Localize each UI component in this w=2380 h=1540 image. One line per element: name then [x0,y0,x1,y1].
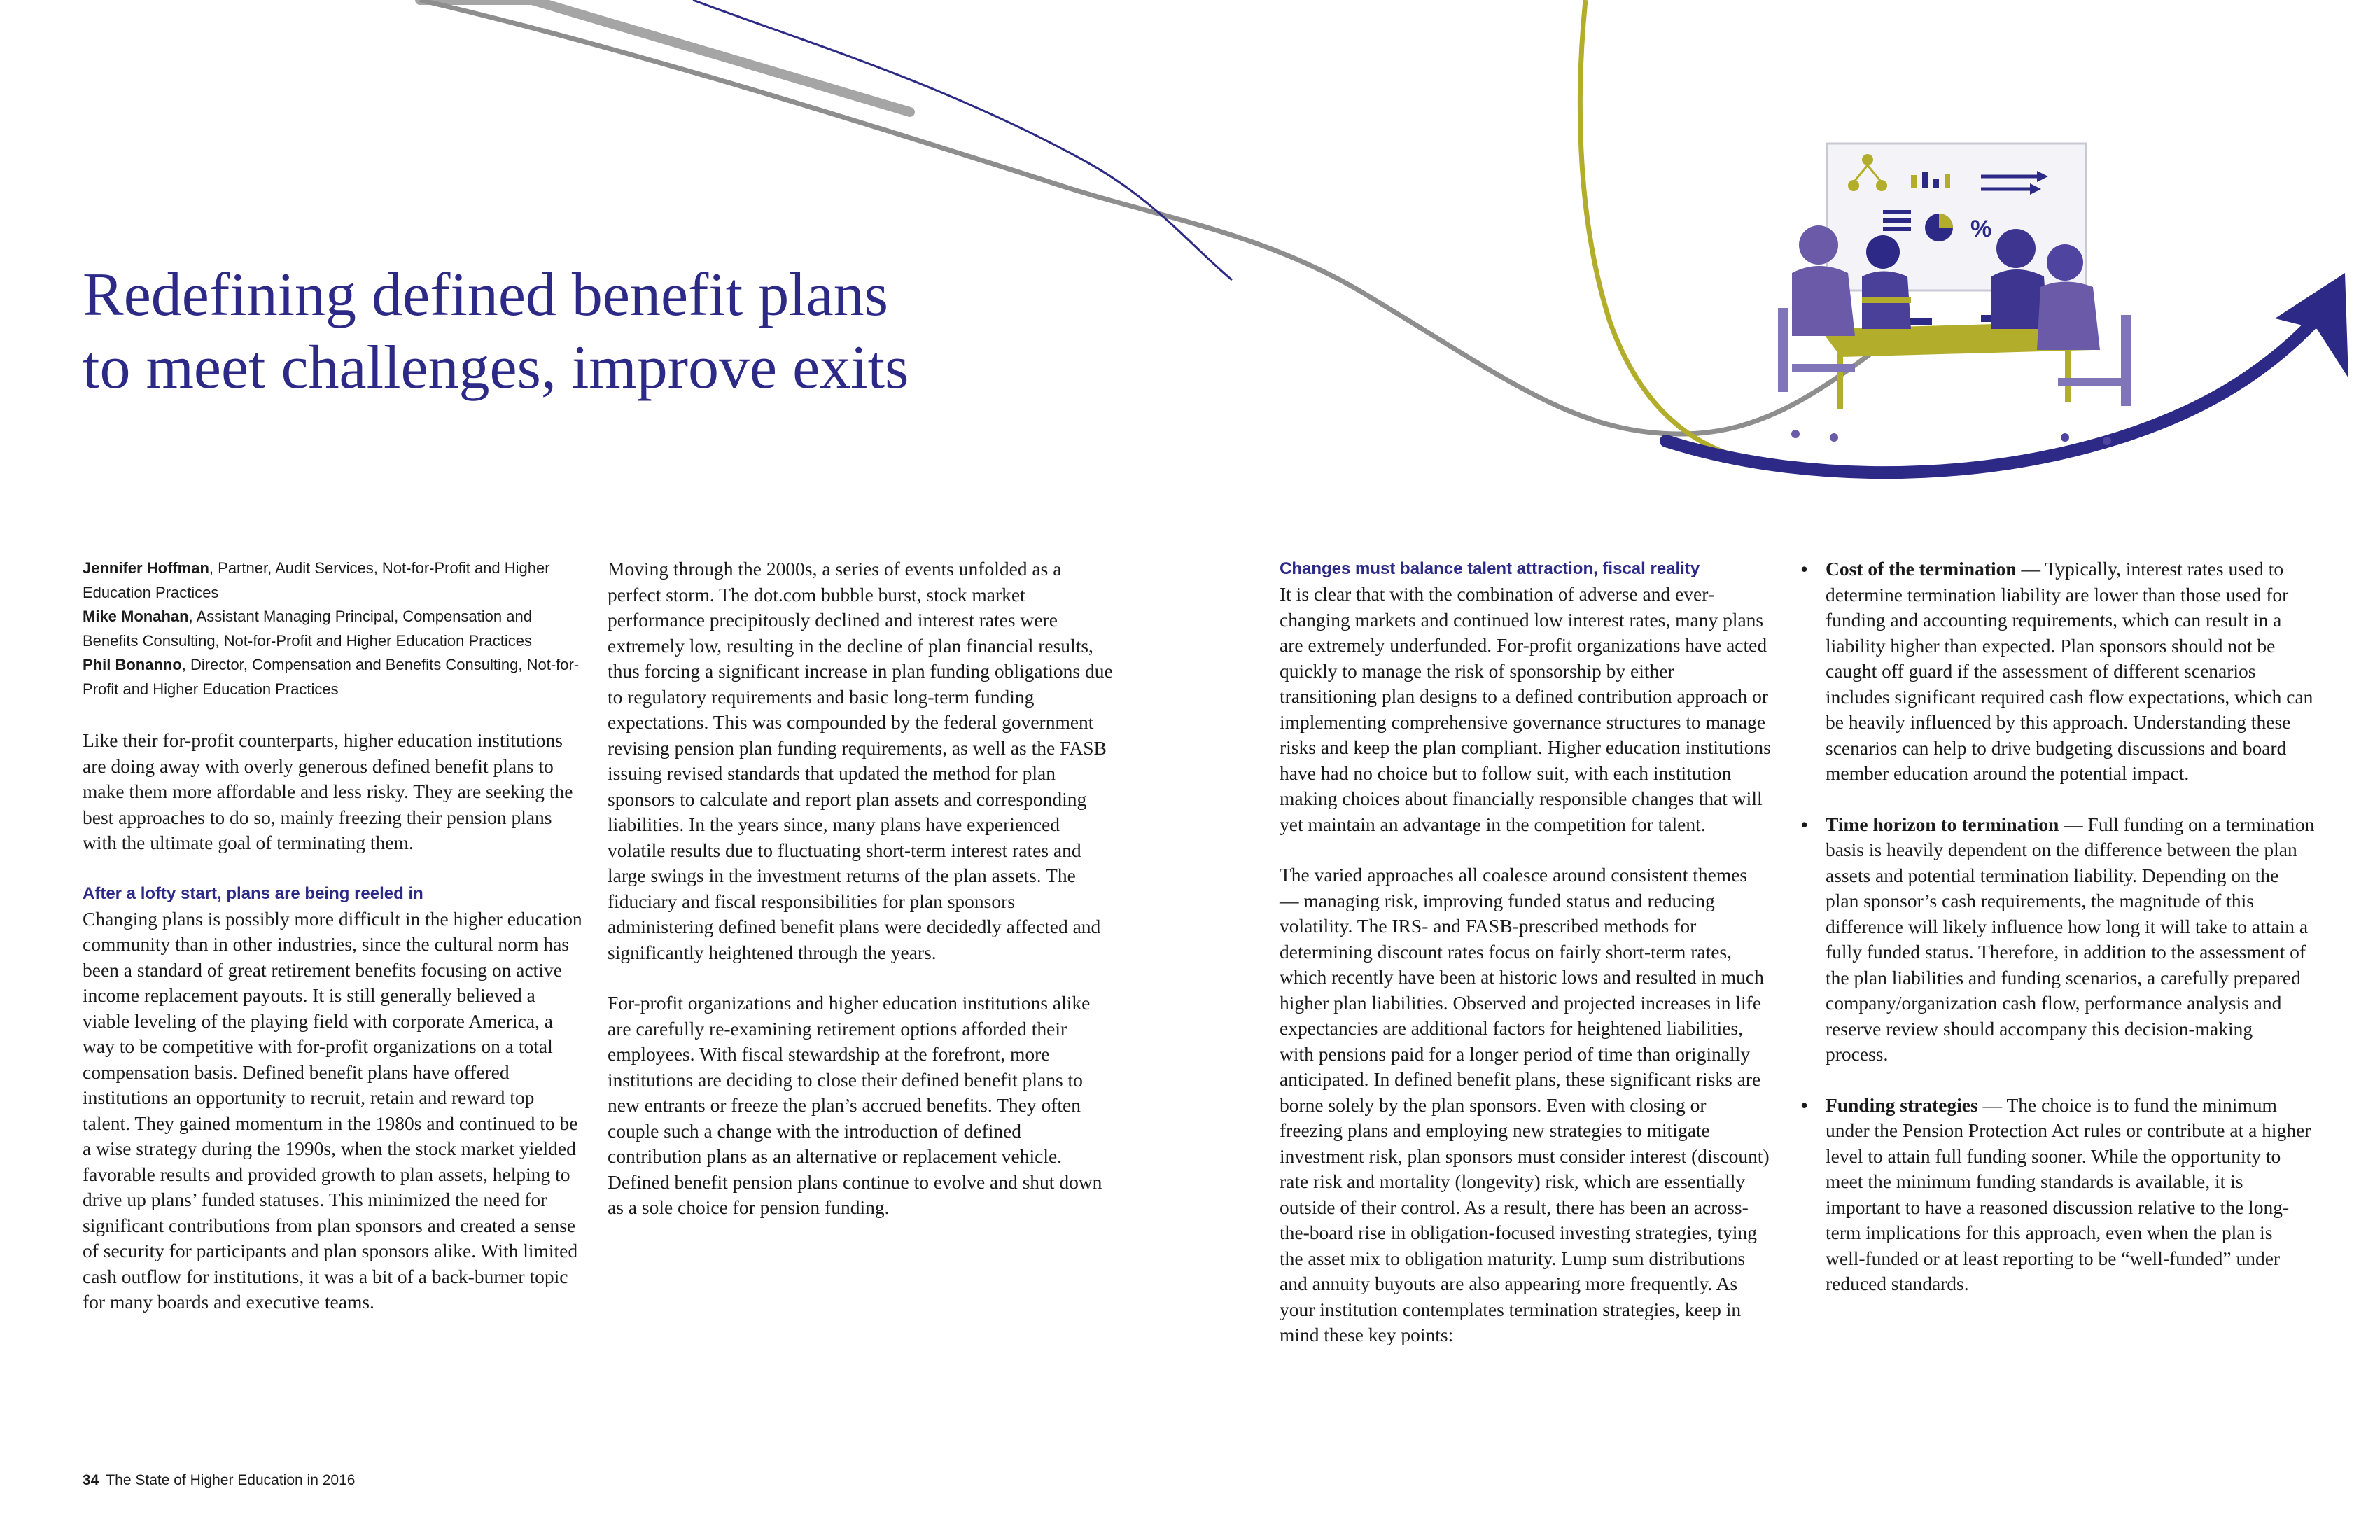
arrow-head-icon [2275,273,2348,378]
body-paragraph: The varied approaches all coalesce around consistent themes — managing risk, improving funded status and reducing volatility. The IRS- and FASB-prescribed methods for determining discount rates focus on fairly short-term rates, which recently have been at historic lows and resulted in much higher plan liabilities. Observed and projected increases in life expectancies are additional factors for heightened liabilities, with pensions paid for a longer period of time than originally anticipated. In defined benefit plans, these significant risks are borne solely by the plan sponsors. Even with closing or freezing plans and employing new strategies to mitigate investment risk, plan sponsors must consider interest (discount) rate risk and mortality (longevity) risk, which are essentially outside of their control. As a result, there has been an across-the-board rise in obligation-focused investing strategies, tying the asset mix to obligation maturity. Lump sum distributions and annuity buyouts are also appearing more frequently. As your institution contemplates termination strategies, keep in mind these key points: [1280,864,1770,1345]
author-entry [83,653,587,701]
section-heading: After a lofty start, plans are being reeled in [83,883,424,903]
author-entry [83,556,587,605]
column-2 [608,556,1117,1246]
bullet-lead: Funding strategies [1826,1093,1978,1116]
author-entry [83,605,587,653]
list-item [1800,1093,2316,1297]
bullet-lead: Time horizon to termination [1826,813,2059,835]
intro-paragraph: Like their for-profit counterparts, higher education institutions are doing away with overly generous defined benefit plans to make them more affordable and less risky. They are seeking the best approaches to do so, mainly freezing their pension plans with the ultimate goal of terminating them. [83,729,573,853]
list-item [1800,812,2316,1068]
column-3 [1280,556,1771,1373]
bullet-text: — Typically, interest rates used to determine termination liability are lower than those used for funding and accounting requirements, which can result in a liability higher than expected. Plan sponsors should not be caught off guard if the assessment of different scenarios includes significant required cash flow expectations, which can be heavily influenced by this approach. Understanding these scenarios can help to drive budgeting discussions and board member education around the potential impact. [1826,558,2314,784]
page-footer [83,1472,355,1489]
title-line-1: Redefining defined benefit plans [83,261,888,329]
title-line-2: to meet challenges, improve exits [83,334,909,402]
page-number: 34 [83,1472,99,1488]
author-role: , Director, Compensation and Benefits Consulting, Not-for-Profit and Higher Education Practices [83,656,580,698]
body-paragraph: Moving through the 2000s, a series of events unfolded as a perfect storm. The dot.com bubble burst, stock market performance precipitously declined and interest rates were extremely low, resulting in the decline of plan financial results, thus forcing a significant increase in plan funding obligations due to regulatory requirements and basic long-term funding expectations. This was compounded by the federal government revising pension plan funding requirements, as well as the FASB issuing revised standards that updated the method for plan sponsors to calculate and report plan assets and corresponding liabilities. In the years since, many plans have experienced volatile results due to fluctuating short-term interest rates and large swings in the investment returns of the plan assets. The fiduciary and fiscal responsibilities for plan sponsors administering defined benefit plans were decidedly affected and significantly heightened through the years. [608,558,1113,963]
navy-line [693,0,1232,280]
column-4 [1800,556,2316,1322]
board-pie-icon [1925,214,1953,241]
key-points-list [1800,556,2316,1297]
bullet-text: — Full funding on a termination basis is heavily dependent on the difference between the plan assets and potential termination liability. Depending on the plan sponsor’s cash requirements, the magnitude of this difference will likely influence how long it will take to attain a fully funded status. Therefore, in addition to the assessment of the plan liabilities and funding scenarios, a carefully prepared company/organization cash flow, performance analysis and reserve review should accompany this decision-making process. [1826,813,2315,1065]
olive-line [1580,0,1792,465]
body-paragraph: For-profit organizations and higher education institutions alike are carefully re-examining retirement options afforded their employees. With fiscal stewardship at the forefront, more institutions are deciding to close their defined benefit plans to new entrants or freeze the plan’s accrued benefits. They often couple such a change with the introduction of defined contribution plans as an alternative or replacement vehicle. Defined benefit pension plans continue to evolve and shut down as a sole choice for pension funding. [608,992,1102,1218]
body-paragraph: Changing plans is possibly more difficult in the higher education community than in other industries, since the cultural norm has been a standard of great retirement benefits focusing on active income replacement payouts. It is still generally believed a viable leveling of the playing field with corporate America, a way to be competitive with for-profit organizations on a total compensation basis. Defined benefit plans have offered institutions an opportunity to recruit, retain and reward top talent. They gained momentum in the 1980s and continued to be a wise strategy during the 1990s, when the stock market yielded favorable results and provided growth to plan assets, helping to drive up plans’ funded statuses. This minimized the need for significant contributions from plan sponsors and created a sense of security for participants and plan sponsors alike. With limited cash outflow for institutions, it was a bit of a back-burner topic for many boards and executive teams. [83,907,582,1312]
section-heading: Changes must balance talent attraction, fiscal reality [1280,559,1700,578]
author-name: Mike Monahan [83,608,189,625]
presentation-board [1827,144,2086,290]
body-paragraph: It is clear that with the combination of adverse and ever-changing markets and continued low interest rates, many plans are extremely underfunded. For-profit organizations have acted quickly to manage the risk of sponsorship by either transitioning plan designs to a defined contribution approach or implementing comprehensive governance structures to manage risks and keep the plan compliant. Higher education institutions have had no choice but to follow suit, with each institution making choices about financially responsible changes that will yet maintain an advantage in the competition for talent. [1280,583,1771,835]
author-role: , Assistant Managing Principal, Compensation and Benefits Consulting, Not-for-Profit and Higher Education Practices [83,608,532,650]
board-percent-label: % [1970,216,1992,242]
bullet-text: — The choice is to fund the minimum under the Pension Protection Act rules or contribute at a higher level to attain full funding sooner. While the opportunity to meet the minimum funding standards is available, it is important to have a reasoned discussion relative to the long-term implications for this approach, even when the plan is well-funded or at least reporting to be “well-funded” under reduced standards. [1826,1093,2311,1294]
column-1 [83,556,587,1340]
board-lines-icon [1883,210,1911,231]
list-item [1800,556,2316,787]
author-name: Phil Bonanno [83,656,182,673]
author-name: Jennifer Hoffman [83,559,209,577]
author-role: , Partner, Audit Services, Not-for-Profit and Higher Education Practices [83,559,550,601]
bullet-lead: Cost of the termination [1826,558,2017,580]
publication-title: The State of Higher Education in 2016 [106,1472,356,1488]
article-title [83,259,1063,405]
author-list [83,556,587,701]
